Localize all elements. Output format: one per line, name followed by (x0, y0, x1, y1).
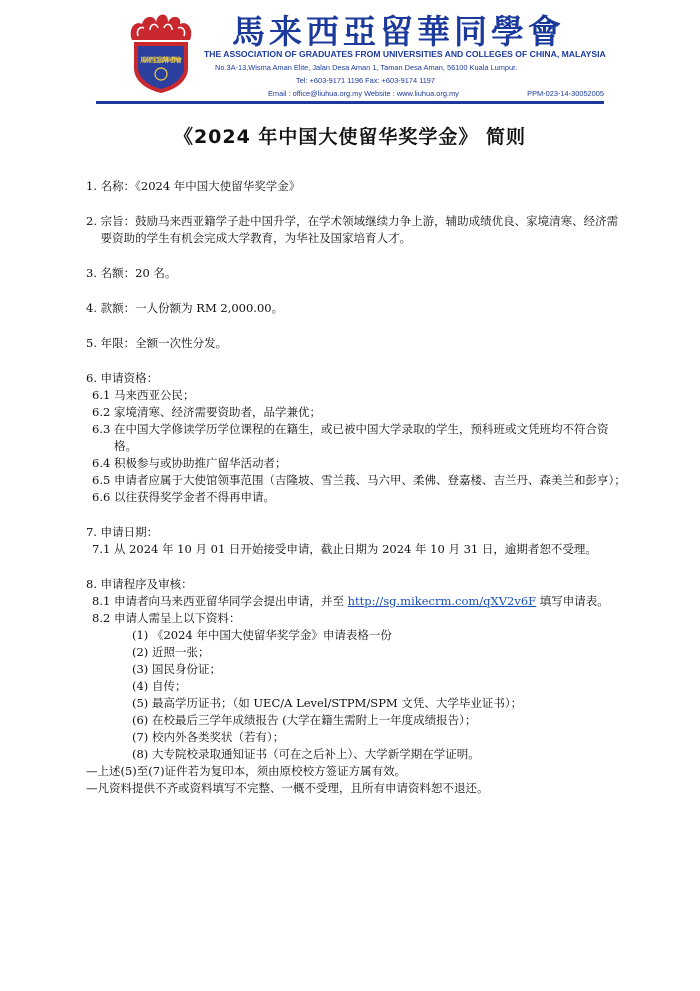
section-eligibility (86, 370, 626, 387)
document-body (86, 178, 626, 797)
eligibility-item (86, 404, 626, 421)
application-form-link[interactable]: http://sg.mikecrm.com/qXV2v6F (347, 594, 537, 608)
section-number: 4. (86, 301, 101, 315)
org-tel-fax: Tel: +603-9171 1196 Fax: +603-9174 1197 (296, 76, 436, 85)
section-text: 名称：《2024 年中国大使留华奖学金》 (100, 179, 301, 193)
doc-number: (6) (132, 713, 152, 727)
required-document (86, 729, 626, 746)
section-duration (86, 335, 626, 352)
section-number: 6. (86, 371, 101, 385)
section-number: 3. (86, 266, 101, 280)
item-text: 从 2024 年 10 月 01 日开始接受申请，截止日期为 2024 年 10 月 31 日，逾期者恕不受理。 (113, 542, 597, 556)
item-text: 马来西亚公民； (113, 388, 195, 402)
section-procedure (86, 576, 626, 593)
eligibility-item (86, 489, 626, 506)
section-name (86, 178, 626, 195)
document-title: 《2024 年中国大使留华奖学金》 简则 (173, 126, 527, 148)
section-number: 1. (86, 179, 101, 193)
section-number: 8. (86, 577, 101, 591)
doc-number: (1) (132, 628, 152, 642)
procedure-note: —上述(5)至(7)证件若为复印本，须由原校校方签证方属有效。 (86, 764, 407, 778)
org-name-chinese: 馬来西亞留華同學會 (232, 12, 565, 51)
section-quota (86, 265, 626, 282)
item-number: 6.1 (92, 388, 114, 402)
procedure-text-before-link: 申请者向马来西亚留华同学会提出申请，并至 (113, 594, 348, 608)
required-document (86, 644, 626, 661)
org-name-english: THE ASSOCIATION OF GRADUATES FROM UNIVERSITIES AND COLLEGES OF CHINA, MALAYSIA (204, 49, 606, 59)
item-number: 6.5 (92, 473, 114, 487)
section-application-date (86, 524, 626, 541)
procedure-note: —凡资料提供不齐或资料填写不完整、一概不受理，且所有申请资料恕不退还。 (86, 781, 489, 795)
org-email-website: Email : office@liuhua.org.my Website : www.liuhua.org.my (268, 89, 459, 98)
section-text: 申请日期： (100, 525, 159, 539)
required-document (86, 712, 626, 729)
required-document (86, 661, 626, 678)
doc-text: 近照一张； (151, 645, 210, 659)
doc-text: 《2024 年中国大使留华奖学金》申请表格一份 (151, 628, 392, 642)
association-logo (124, 10, 198, 94)
eligibility-item (86, 421, 626, 455)
doc-text: 校内外各类奖状（若有）； (151, 730, 285, 744)
section-text: 款额：一人份额为 RM 2,000.00。 (100, 301, 284, 315)
section-text: 申请程序及审核： (100, 577, 193, 591)
section-text: 名额：20 名。 (100, 266, 177, 280)
section-number: 7. (86, 525, 101, 539)
section-text: 宗旨：鼓励马来西亚籍学子赴中国升学，在学术领域继续力争上游，辅助成绩优良、家境清寒、经济需要资助的学生有机会完成大学教育，为华社及国家培育人才。 (100, 214, 619, 245)
item-text: 申请者应属于大使馆领事范围（吉隆坡、雪兰莪、马六甲、柔佛、登嘉楼、吉兰丹、森美兰和彭亨）； (113, 473, 626, 487)
section-amount (86, 300, 626, 317)
item-text: 申请人需呈上以下资料： (113, 611, 241, 625)
doc-text: 国民身份证； (151, 662, 221, 676)
required-document (86, 678, 626, 695)
procedure-text-after-link: 填写申请表。 (536, 594, 609, 608)
eligibility-item (86, 455, 626, 472)
registration-number: PPM-023-14-30052005 (527, 89, 604, 98)
doc-text: 大专院校录取通知证书（可在之后补上）、大学新学期在学证明。 (151, 747, 480, 761)
section-text: 申请资格： (100, 371, 159, 385)
doc-text: 最高学历证书；（如 UEC/A Level/STPM/SPM 文凭、大学毕业证书）； (151, 696, 523, 710)
doc-number: (3) (132, 662, 152, 676)
procedure-item (86, 610, 626, 627)
required-document (86, 746, 626, 763)
required-document (86, 627, 626, 644)
item-number: 6.3 (92, 422, 114, 436)
logo-lettering: 馬來西亞留華同學會 (140, 56, 182, 64)
section-purpose (86, 213, 626, 247)
item-number: 8.2 (92, 611, 114, 625)
doc-number: (2) (132, 645, 152, 659)
item-text: 以往获得奖学金者不得再申请。 (113, 490, 275, 504)
doc-number: (7) (132, 730, 152, 744)
section-number: 2. (86, 214, 101, 228)
doc-number: (4) (132, 679, 152, 693)
item-text: 积极参与或协助推广留华活动者； (113, 456, 287, 470)
org-address: No.3A-13,Wisma Aman Elite, Jalan Desa Aman 1, Taman Desa Aman, 56100 Kuala Lumpur. (215, 63, 518, 72)
section-number: 5. (86, 336, 101, 350)
doc-number: (5) (132, 696, 152, 710)
eligibility-item (86, 387, 626, 404)
item-number: 6.6 (92, 490, 114, 504)
item-number: 6.2 (92, 405, 114, 419)
doc-text: 自传； (151, 679, 187, 693)
item-number: 8.1 (92, 594, 114, 608)
required-document (86, 695, 626, 712)
header-divider (96, 101, 604, 104)
doc-number: (8) (132, 747, 152, 761)
item-text (114, 593, 626, 610)
item-text: 在中国大学修读学历学位课程的在籍生，或已被中国大学录取的学生，预科班或文凭班均不符合资格。 (113, 422, 609, 453)
item-text: 家境清寒、经济需要资助者，品学兼优； (113, 405, 321, 419)
doc-text: 在校最后三学年成绩报告 (大学在籍生需附上一年度成绩报告）； (151, 713, 477, 727)
item-number: 7.1 (92, 542, 114, 556)
item-number: 6.4 (92, 456, 114, 470)
procedure-item (86, 593, 626, 610)
application-date-item (86, 541, 626, 558)
eligibility-item (86, 472, 626, 489)
section-text: 年限：全额一次性分发。 (100, 336, 228, 350)
